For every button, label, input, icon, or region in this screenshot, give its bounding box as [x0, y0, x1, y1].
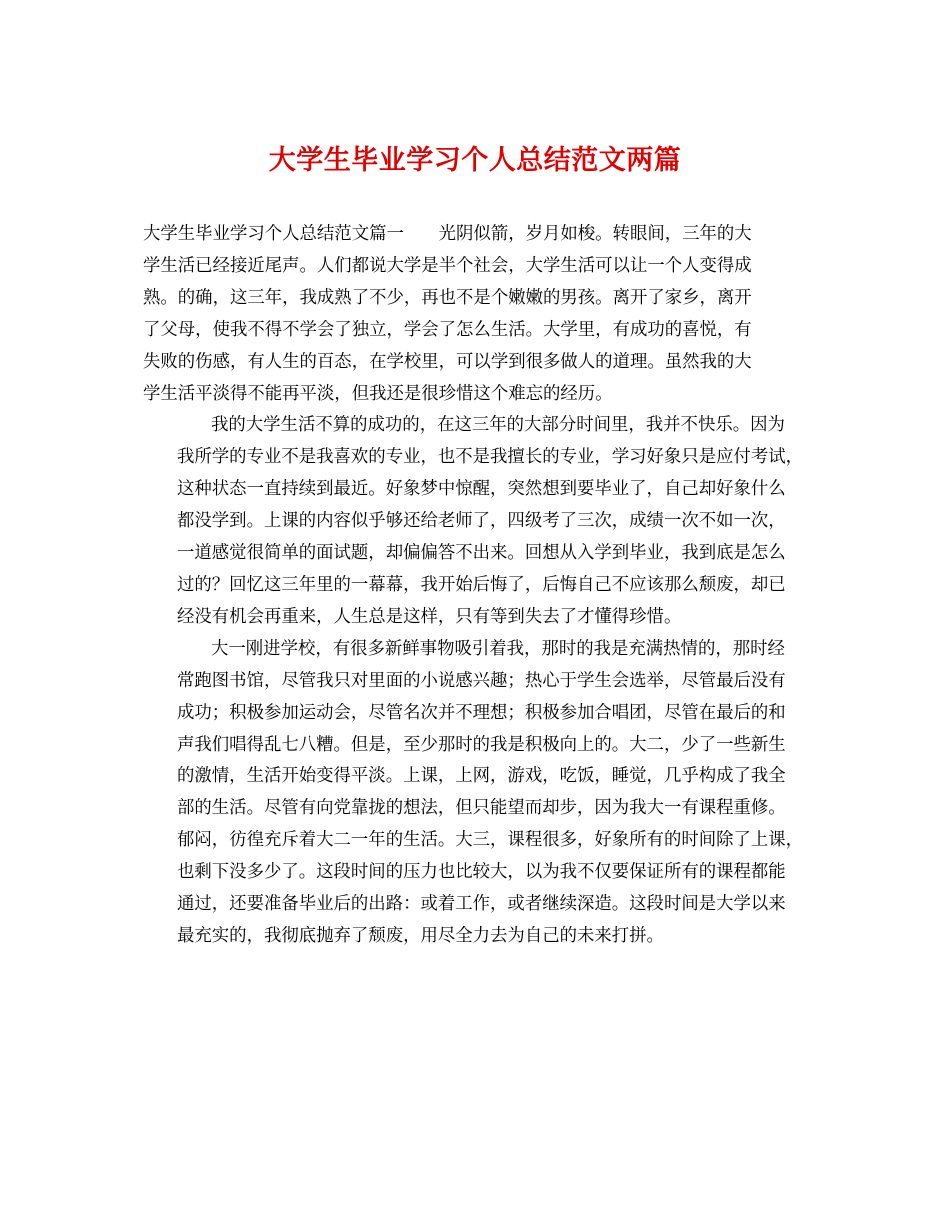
document-body [143, 219, 807, 953]
text-line: 郁闷，彷徨充斥着大二一年的生活。大三，课程很多，好象所有的时间除了上课， [177, 830, 804, 851]
text-line: 这种状态一直持续到最近。好象梦中惊醒，突然想到要毕业了，自己却好象什么 [177, 479, 786, 500]
text-line: 我所学的专业不是我喜欢的专业，也不是我擅长的专业，学习好象只是应付考试， [177, 447, 804, 468]
paragraph-1 [143, 219, 807, 410]
text-line: 一道感觉很简单的面试题，却偏偏答不出来。回想从入学到毕业，我到底是怎么 [177, 543, 786, 564]
text-line: 最充实的，我彻底抛弃了颓废，用尽全力去为自己的未来打拼。 [177, 925, 664, 946]
paragraph-2 [143, 410, 807, 633]
paragraph-3 [143, 634, 807, 953]
text-line: 大一刚进学校，有很多新鲜事物吸引着我，那时的我是充满热情的，那时经 [211, 638, 785, 659]
text-line: 了父母，使我不得不学会了独立，学会了怎么生活。大学里，有成功的喜悦，有 [143, 319, 752, 340]
text-line: 成功；积极参加运动会，尽管名次并不理想；积极参加合唱团，尽管在最后的和 [177, 702, 786, 723]
text-line: 大学生毕业学习个人总结范文篇一 光阴似箭，岁月如梭。转眼间，三年的大 [143, 224, 752, 244]
text-line: 熟。的确，这三年，我成熟了不少，再也不是个嫩嫩的男孩。离开了家乡，离开 [143, 287, 752, 308]
text-line: 通过，还要准备毕业后的出路：或着工作，或者继续深造。这段时间是大学以来 [177, 894, 786, 915]
text-line: 都没学到。上课的内容似乎够还给老师了，四级考了三次，成绩一次不如一次， [177, 511, 786, 532]
text-line: 学生活已经接近尾声。人们都说大学是半个社会，大学生活可以让一个人变得成 [143, 255, 752, 276]
text-line: 过的？回忆这三年里的一幕幕，我开始后悔了，后悔自己不应该那么颓废，却已 [177, 574, 786, 595]
text-line: 声我们唱得乱七八糟。但是，至少那时的我是积极向上的。大二，少了一些新生 [177, 734, 786, 755]
text-line: 部的生活。尽管有向党靠拢的想法，但只能望而却步，因为我大一有课程重修。 [177, 798, 786, 819]
text-line: 学生活平淡得不能再平淡，但我还是很珍惜这个难忘的经历。 [143, 383, 613, 404]
text-line: 的激情，生活开始变得平淡。上课，上网，游戏，吃饭，睡觉，几乎构成了我全 [177, 766, 786, 787]
document-title: 大学生毕业学习个人总结范文两篇 [268, 145, 682, 176]
text-line: 常跑图书馆，尽管我只对里面的小说感兴趣；热心于学生会选举，尽管最后没有 [177, 670, 786, 691]
text-line: 经没有机会再重来，人生总是这样，只有等到失去了才懂得珍惜。 [177, 606, 682, 627]
text-line: 失败的伤感，有人生的百态，在学校里，可以学到很多做人的道理。虽然我的大 [143, 351, 752, 372]
text-line: 我的大学生活不算的成功的，在这三年的大部分时间里，我并不快乐。因为 [211, 415, 785, 436]
text-line: 也剩下没多少了。这段时间的压力也比较大，以为我不仅要保证所有的课程都能 [177, 862, 786, 883]
